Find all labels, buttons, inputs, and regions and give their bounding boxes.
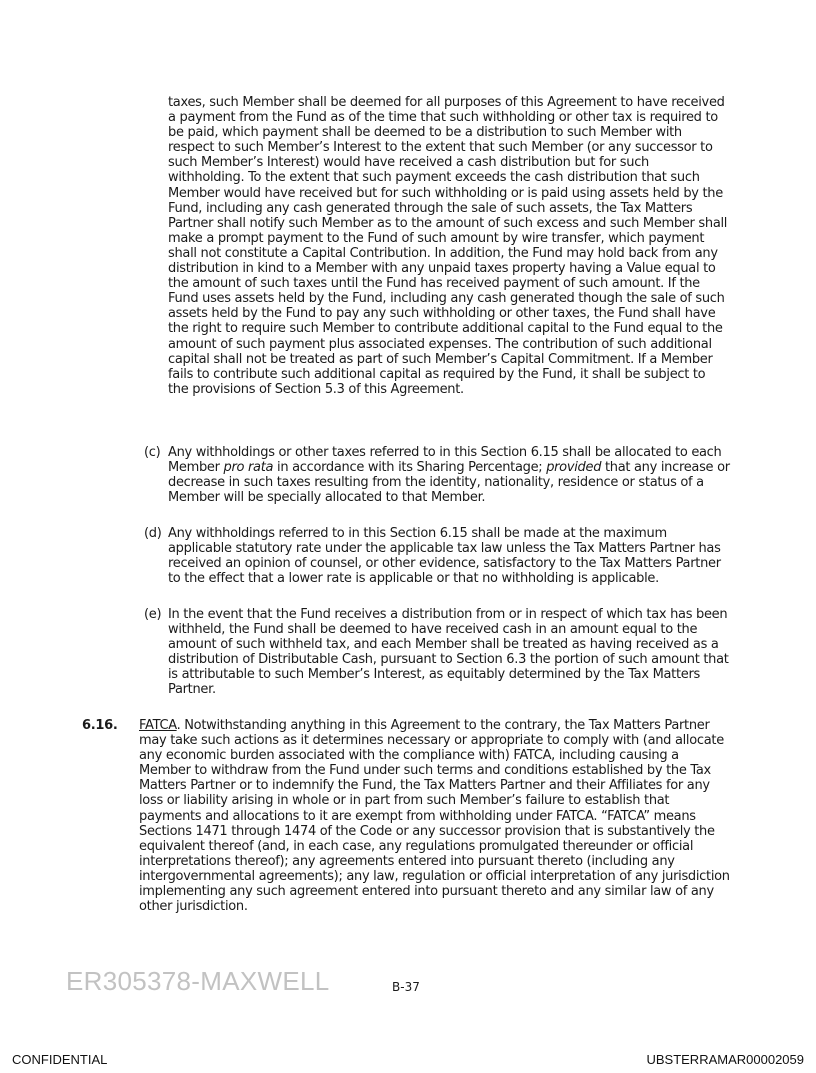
section-heading-fatca: FATCA xyxy=(139,718,177,733)
subparagraph-c xyxy=(144,445,734,505)
control-number: UBSTERRAMAR00002059 xyxy=(646,1052,804,1067)
subparagraph-c-text: Any withholdings or other taxes referred to in this Section 6.15 shall be allocated to each Member pro rata in accordance with its Sharing Percentage; provided that any increase or decrease in such taxes resulting from the identity, nationality, residence or status of a Member will be specially allocated to that Member. xyxy=(168,445,730,506)
provided-italic: provided xyxy=(546,460,602,476)
pro-rata-italic: pro rata xyxy=(223,460,274,476)
subparagraph-d-label: (d) xyxy=(144,526,162,541)
section-6-16 xyxy=(82,718,732,914)
subparagraph-e-label: (e) xyxy=(144,607,162,622)
subparagraph-d-text: Any withholdings referred to in this Section 6.15 shall be made at the maximum applicable statutory rate under the applicable tax law unless the Tax Matters Partner has received an opinion of counsel, or other evidence, satisfactory to the Tax Matters Partner to the effect that a lower rate is applicable or that no withholding is applicable. xyxy=(168,526,721,587)
continuation-paragraph: taxes, such Member shall be deemed for all purposes of this Agreement to have received a payment from the Fund as of the time that such withholding or other tax is required to be paid, which payment shall be deemed to be a distribution to such Member with respect to such Member’s Interest to the extent that such Member (or any successor to such Member’s Interest) would have received a cash distribution but for such withholding. To the extent that such payment exceeds the cash distribution that such Member would have received but for such withholding or is paid using assets held by the Fund, including any cash generated through the sale of such assets, the Tax Matters Partner shall notify such Member as to the amount of such excess and such Member shall make a prompt payment to the Fund of such amount by wire transfer, which payment shall not constitute a Capital Contribution. In addition, the Fund may hold back from any distribution in kind to a Member with any unpaid taxes property having a Value equal to the amount of such taxes until the Fund has received payment of such amount. If the Fund uses assets held by the Fund, including any cash generated though the sale of such assets held by the Fund to pay any such withholding or other taxes, the Fund shall have the right to require such Member to contribute additional capital to the Fund equal to the amount of such payment plus associated expenses. The contribution of such additional capital shall not be treated as part of such Member’s Capital Commitment. If a Member fails to contribute such additional capital as required by the Fund, it shall be subject to the provisions of Section 5.3 of this Agreement. xyxy=(168,95,728,397)
page-number: B-37 xyxy=(392,980,420,994)
subparagraph-c-label: (c) xyxy=(144,445,161,460)
subparagraph-d xyxy=(144,526,734,586)
confidential-label: CONFIDENTIAL xyxy=(12,1052,108,1067)
section-number: 6.16. xyxy=(82,718,118,733)
subparagraph-e-text: In the event that the Fund receives a distribution from or in respect of which tax has been withheld, the Fund shall be deemed to have received cash in an amount equal to the amount of such withheld tax, and each Member shall be treated as having received as a distribution of Distributable Cash, pursuant to Section 6.3 the portion of such amount that is attributable to such Member’s Interest, as equitably determined by the Tax Matters Partner. xyxy=(168,607,729,698)
section-6-16-text: FATCA. Notwithstanding anything in this Agreement to the contrary, the Tax Matters Partner may take such actions as it determines necessary or appropriate to comply with (and allocate any economic burden associated with the compliance with) FATCA, including causing a Member to withdraw from the Fund under such terms and conditions established by the Tax Matters Partner or to indemnify the Fund, the Tax Matters Partner and their Affiliates for any loss or liability arising in whole or in part from such Member’s failure to establish that payments and allocations to it are exempt from withholding under FATCA. “FATCA” means Sections 1471 through 1474 of the Code or any successor provision that is substantively the equivalent thereof (and, in each case, any regulations promulgated thereunder or official interpretations thereof); any agreements entered into pursuant thereto (including any intergovernmental agreements); any law, regulation or official interpretation of any jurisdiction implementing any such agreement entered into pursuant thereto and any similar law of any other jurisdiction. xyxy=(139,718,730,915)
subparagraph-e xyxy=(144,607,734,698)
bates-stamp: ER305378-MAXWELL xyxy=(66,966,330,996)
